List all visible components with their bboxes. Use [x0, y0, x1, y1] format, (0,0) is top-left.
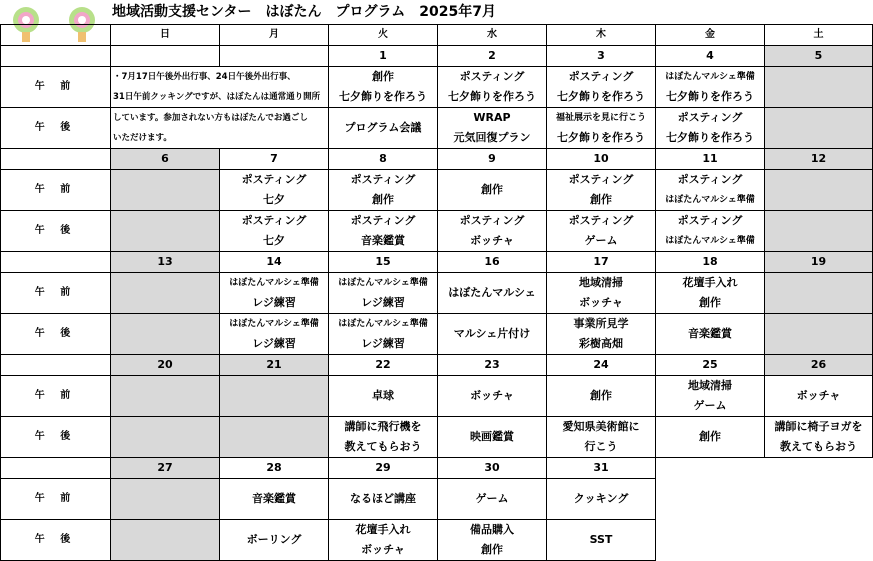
activity-text: 福祉展示を見に行こう [555, 113, 646, 123]
activity-cell [656, 273, 765, 314]
activity-text: 彩樹高畑 [579, 337, 623, 350]
am-label: 午 前 [1, 273, 111, 314]
activity-cell [656, 520, 765, 561]
notice-line: ・7月17日午後外出行事、24日午後外出行事、 [113, 72, 296, 82]
activity-text: はぼたんマルシェ [448, 286, 536, 299]
activity-cell [111, 211, 220, 252]
activity-text: ゲーム [584, 234, 618, 247]
am-row [1, 376, 873, 417]
activity-text: 創作 [372, 193, 394, 206]
activity-text: 七夕飾りを作ろう [557, 131, 645, 144]
activity-text: 地域清掃 [688, 379, 732, 392]
pm-label: 午 後 [1, 211, 111, 252]
activity-text: ポスティング [568, 214, 634, 227]
activity-cell [656, 67, 765, 108]
activity-text: 映画鑑賞 [470, 430, 514, 443]
activity-text: はぼたんマルシェ準備 [229, 319, 319, 329]
activity-cell [111, 479, 220, 520]
date-cell: 31 [547, 458, 656, 479]
am-row [1, 273, 873, 314]
date-row-label [1, 458, 111, 479]
activity-text: 卓球 [372, 389, 394, 402]
activity-cell [111, 170, 220, 211]
activity-text: ポスティング [350, 214, 416, 227]
activity-text: ポスティング [677, 173, 743, 186]
date-cell: 9 [438, 149, 547, 170]
activity-cell [220, 314, 329, 355]
activity-cell [438, 479, 547, 520]
date-cell: 18 [656, 252, 765, 273]
date-cell: 7 [220, 149, 329, 170]
activity-text: ゲーム [475, 492, 509, 505]
activity-text: 教えてもらおう [344, 440, 422, 453]
activity-cell [438, 211, 547, 252]
activity-cell [329, 108, 438, 149]
page-title: 地域活動支援センター はぼたん プログラム 2025年7月 [112, 4, 497, 20]
weekday-sun: 日 [111, 25, 220, 46]
activity-text: 花壇手入れ [355, 523, 411, 536]
am-row [1, 479, 873, 520]
activity-text: ボーリング [246, 533, 302, 546]
date-row [1, 355, 873, 376]
am-label: 午 前 [1, 479, 111, 520]
activity-text: ボッチャ [361, 543, 405, 556]
notice-text [111, 67, 329, 108]
activity-cell [547, 67, 656, 108]
activity-text: 創作 [699, 430, 721, 443]
activity-cell [547, 417, 656, 458]
date-cell: 28 [220, 458, 329, 479]
activity-cell [329, 417, 438, 458]
activity-cell [438, 67, 547, 108]
date-cell: 6 [111, 149, 220, 170]
activity-text: 講師に飛行機を [344, 420, 422, 433]
activity-cell [111, 273, 220, 314]
activity-cell [438, 417, 547, 458]
program-calendar [0, 24, 873, 561]
activity-text: ポスティング [241, 173, 307, 186]
pm-row [1, 211, 873, 252]
date-cell: 13 [111, 252, 220, 273]
date-cell: 4 [656, 46, 765, 67]
activity-text: 創作 [372, 70, 394, 83]
date-row-label [1, 252, 111, 273]
activity-cell [765, 314, 873, 355]
weekday-sat: 土 [765, 25, 873, 46]
date-cell: 23 [438, 355, 547, 376]
activity-cell [111, 376, 220, 417]
activity-text: レジ練習 [361, 337, 405, 350]
activity-cell [547, 479, 656, 520]
date-cell: 3 [547, 46, 656, 67]
activity-cell [438, 108, 547, 149]
activity-text: ポスティング [568, 173, 634, 186]
activity-text: 創作 [590, 389, 612, 402]
activity-text: 音楽鑑賞 [361, 234, 405, 247]
activity-text: SST [589, 533, 613, 546]
activity-text: はぼたんマルシェ準備 [338, 278, 428, 288]
date-cell: 25 [656, 355, 765, 376]
date-cell: 2 [438, 46, 547, 67]
activity-text: 講師に椅子ヨガを [774, 420, 863, 433]
activity-cell [656, 376, 765, 417]
activity-cell [111, 520, 220, 561]
weekday-mon: 月 [220, 25, 329, 46]
weekday-thu: 木 [547, 25, 656, 46]
date-cell: 16 [438, 252, 547, 273]
activity-text: 事業所見学 [573, 317, 629, 330]
activity-text: 備品購入 [470, 523, 514, 536]
notice-line: いただけます。 [113, 133, 172, 143]
date-cell: 20 [111, 355, 220, 376]
pm-label: 午 後 [1, 417, 111, 458]
corner-cell [1, 25, 111, 46]
activity-text: 七夕 [263, 193, 285, 206]
activity-text: はぼたんマルシェ準備 [665, 72, 755, 82]
activity-cell [329, 67, 438, 108]
activity-cell [329, 520, 438, 561]
pm-label: 午 後 [1, 108, 111, 149]
activity-cell [329, 211, 438, 252]
date-row [1, 46, 873, 67]
activity-text: ポスティング [459, 70, 525, 83]
date-cell: 24 [547, 355, 656, 376]
activity-cell [220, 520, 329, 561]
activity-cell [656, 108, 765, 149]
activity-text: ポスティング [568, 70, 634, 83]
am-label: 午 前 [1, 67, 111, 108]
notice-text [111, 108, 329, 149]
date-cell: 15 [329, 252, 438, 273]
date-cell: 30 [438, 458, 547, 479]
pm-row [1, 417, 873, 458]
activity-cell [547, 376, 656, 417]
activity-cell [329, 170, 438, 211]
weekday-header-row [1, 25, 873, 46]
activity-text: プログラム会議 [344, 121, 422, 134]
date-cell [656, 458, 765, 479]
activity-text: 花壇手入れ [682, 276, 738, 289]
activity-text: 七夕飾りを作ろう [666, 90, 754, 103]
date-cell: 14 [220, 252, 329, 273]
activity-cell [220, 170, 329, 211]
activity-cell [765, 170, 873, 211]
activity-cell [656, 211, 765, 252]
date-cell [111, 46, 220, 67]
activity-text: はぼたんマルシェ準備 [665, 236, 755, 246]
date-cell: 8 [329, 149, 438, 170]
activity-cell [438, 273, 547, 314]
activity-text: 行こう [584, 440, 618, 453]
weekday-wed: 水 [438, 25, 547, 46]
activity-cell [547, 273, 656, 314]
date-cell: 17 [547, 252, 656, 273]
activity-cell [765, 273, 873, 314]
pm-label: 午 後 [1, 520, 111, 561]
weekday-fri: 金 [656, 25, 765, 46]
pm-label: 午 後 [1, 314, 111, 355]
activity-cell [547, 170, 656, 211]
date-row [1, 252, 873, 273]
date-cell: 1 [329, 46, 438, 67]
activity-cell [547, 108, 656, 149]
activity-cell [656, 479, 765, 520]
activity-text: 七夕飾りを作ろう [557, 90, 645, 103]
date-cell: 11 [656, 149, 765, 170]
activity-cell [111, 314, 220, 355]
am-label: 午 前 [1, 376, 111, 417]
activity-cell [111, 417, 220, 458]
date-row [1, 458, 873, 479]
activity-cell [329, 376, 438, 417]
date-row-label [1, 46, 111, 67]
activity-text: 教えてもらおう [780, 440, 857, 453]
weekday-tue: 火 [329, 25, 438, 46]
activity-text: レジ練習 [252, 337, 296, 350]
activity-text: なるほど講座 [350, 492, 416, 505]
activity-text: 七夕 [263, 234, 285, 247]
activity-cell [765, 479, 873, 520]
activity-text: はぼたんマルシェ準備 [338, 319, 428, 329]
date-cell: 10 [547, 149, 656, 170]
activity-text: ボッチャ [796, 389, 841, 402]
date-cell [220, 46, 329, 67]
activity-text: 創作 [481, 183, 503, 196]
activity-cell [329, 314, 438, 355]
date-cell [765, 458, 873, 479]
activity-text: 七夕飾りを作ろう [448, 90, 536, 103]
activity-text: ボッチャ [470, 389, 514, 402]
activity-cell [220, 211, 329, 252]
activity-cell [765, 67, 873, 108]
activity-text: 七夕飾りを作ろう [339, 90, 427, 103]
pm-row [1, 314, 873, 355]
activity-cell [329, 479, 438, 520]
date-cell: 26 [765, 355, 873, 376]
pm-row [1, 520, 873, 561]
activity-cell [438, 170, 547, 211]
activity-cell [765, 108, 873, 149]
activity-cell [220, 479, 329, 520]
date-cell: 21 [220, 355, 329, 376]
activity-text: マルシェ片付け [453, 327, 531, 340]
date-cell: 27 [111, 458, 220, 479]
activity-text: クッキング [573, 492, 629, 505]
activity-cell [765, 417, 873, 458]
notice-line: 31日午前クッキングですが、はぼたんは通常通り開所 [113, 92, 321, 102]
activity-cell [438, 314, 547, 355]
activity-text: ポスティング [350, 173, 416, 186]
activity-text: 創作 [590, 193, 612, 206]
activity-cell [765, 211, 873, 252]
activity-cell [220, 273, 329, 314]
am-label: 午 前 [1, 170, 111, 211]
activity-text: レジ練習 [361, 296, 405, 309]
notice-line: しています。参加されない方もはぼたんでお過ごし [113, 113, 308, 123]
date-cell: 5 [765, 46, 873, 67]
activity-text: ポスティング [241, 214, 307, 227]
activity-text: WRAP [473, 111, 511, 124]
date-cell: 22 [329, 355, 438, 376]
activity-text: ボッチャ [579, 296, 623, 309]
activity-text: 愛知県美術館に [562, 420, 640, 433]
activity-text: 七夕飾りを作ろう [666, 131, 754, 144]
activity-text: レジ練習 [252, 296, 296, 309]
activity-cell [656, 417, 765, 458]
date-row-label [1, 355, 111, 376]
activity-cell [656, 314, 765, 355]
date-row [1, 149, 873, 170]
activity-cell [438, 376, 547, 417]
activity-cell [329, 273, 438, 314]
date-cell: 29 [329, 458, 438, 479]
pm-row [1, 108, 873, 149]
activity-text: 創作 [481, 543, 503, 556]
activity-cell [220, 376, 329, 417]
activity-cell [765, 376, 873, 417]
activity-cell [547, 520, 656, 561]
date-cell: 19 [765, 252, 873, 273]
activity-text: 音楽鑑賞 [688, 327, 732, 340]
activity-text: はぼたんマルシェ準備 [229, 278, 319, 288]
activity-text: 音楽鑑賞 [252, 492, 296, 505]
activity-cell [547, 211, 656, 252]
activity-text: 創作 [699, 296, 721, 309]
activity-text: ゲーム [693, 399, 727, 412]
activity-text: ポスティング [677, 214, 743, 227]
activity-text: 元気回復プラン [453, 131, 531, 144]
activity-text: ポスティング [459, 214, 525, 227]
activity-cell [438, 520, 547, 561]
activity-text: 地域清掃 [579, 276, 623, 289]
date-row-label [1, 149, 111, 170]
am-row [1, 67, 873, 108]
activity-text: ポスティング [677, 111, 743, 124]
activity-text: ボッチャ [470, 234, 514, 247]
am-row [1, 170, 873, 211]
activity-cell [765, 520, 873, 561]
activity-cell [547, 314, 656, 355]
activity-cell [220, 417, 329, 458]
date-cell: 12 [765, 149, 873, 170]
activity-text: はぼたんマルシェ準備 [665, 195, 755, 205]
activity-cell [656, 170, 765, 211]
